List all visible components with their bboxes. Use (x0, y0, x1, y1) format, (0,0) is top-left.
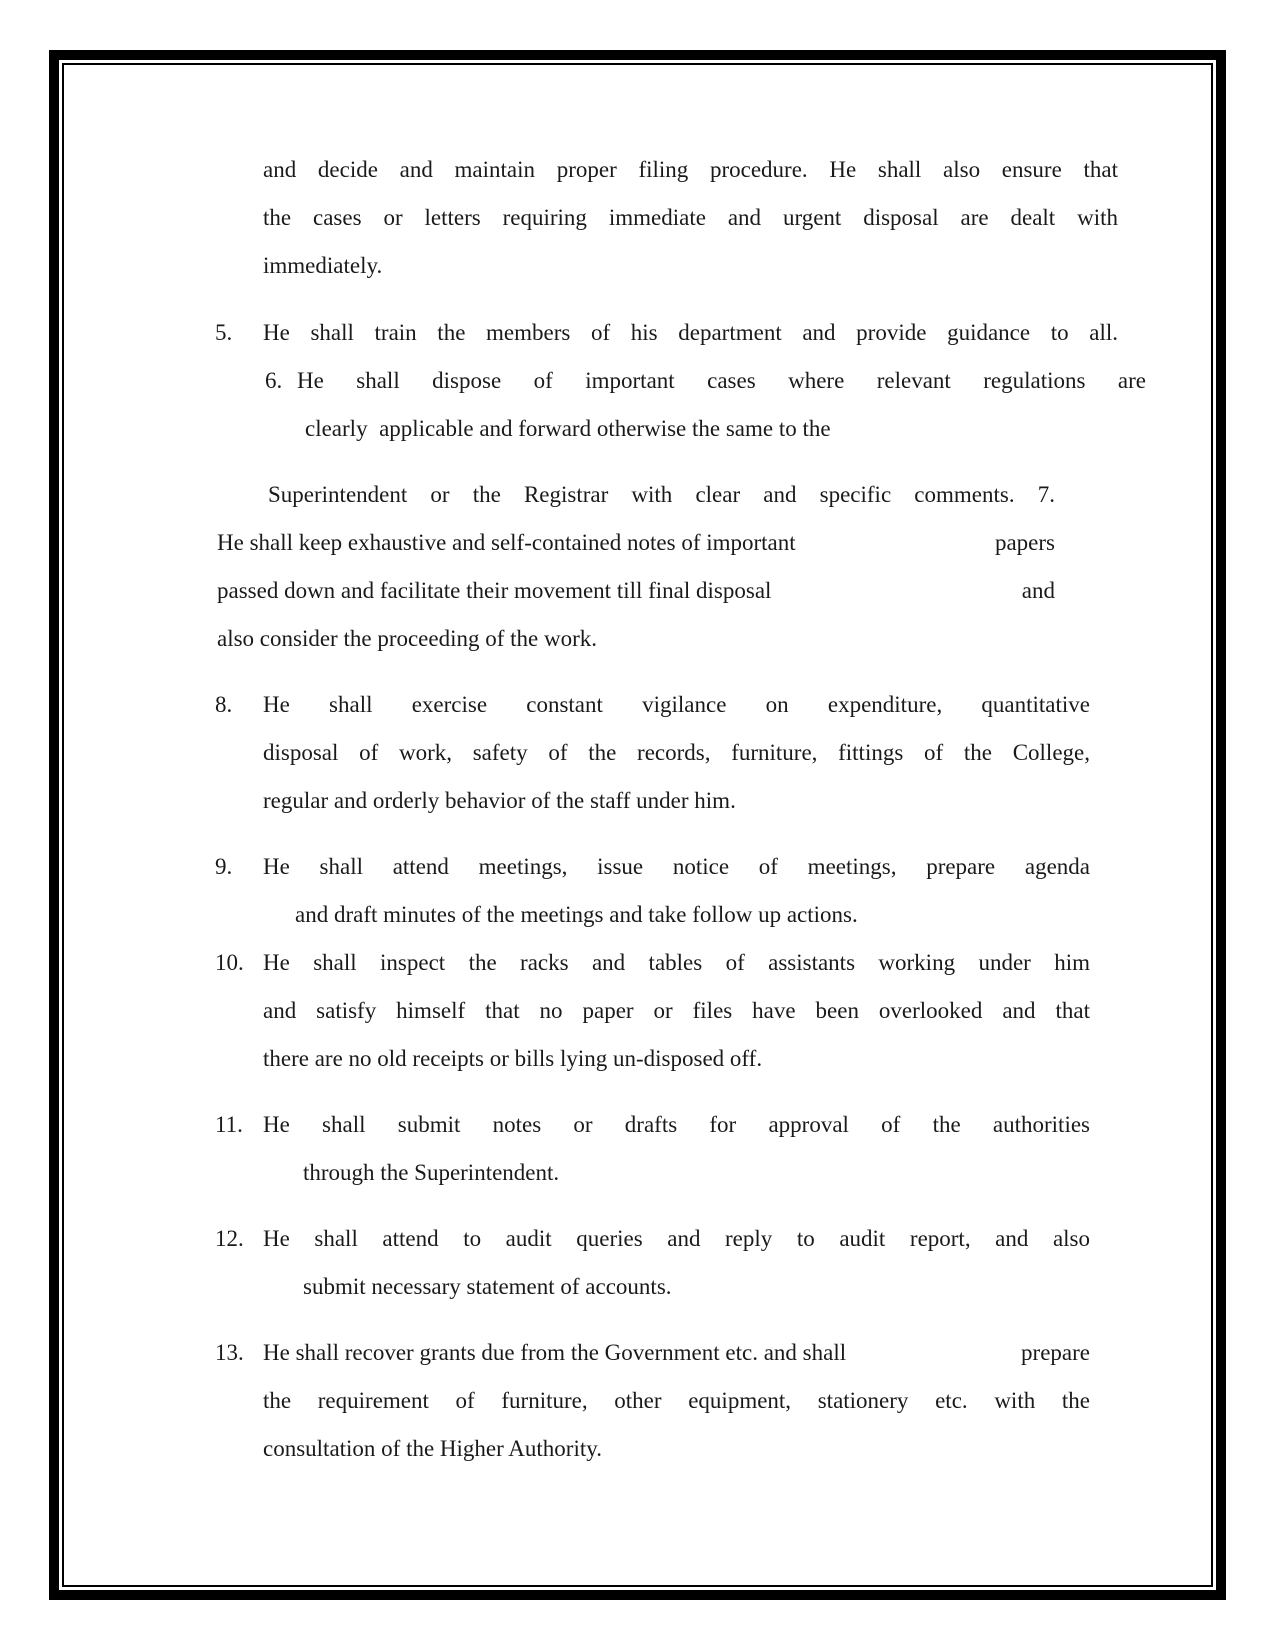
text-segment: He shall keep exhaustive and self-contained notes of important (217, 530, 796, 555)
item-number: 11. (215, 1112, 243, 1137)
list-item-11 (215, 1101, 1211, 1197)
text-line: He shall attend meetings, issue notice of meetings, prepare agenda (263, 854, 1090, 879)
text-line: He shall train the members of his department and provide guidance to all. (263, 320, 1118, 345)
text-line: consultation of the Higher Authority. (263, 1436, 602, 1461)
text-line: the requirement of furniture, other equipment, stationery etc. with the (263, 1388, 1090, 1413)
text-line (263, 1329, 1090, 1377)
list-item-5 (215, 309, 1211, 357)
text-segment: and (1021, 578, 1055, 603)
text-line: immediately. (263, 253, 383, 278)
text-line: He shall dispose of important cases where relevant regulations are (297, 368, 1146, 393)
text-line: disposal of work, safety of the records, furniture, fittings of the College, (263, 740, 1090, 765)
item-number: 13. (215, 1340, 244, 1365)
document-content (64, 65, 1211, 1473)
item-number: 8. (215, 692, 233, 717)
list-item-8 (215, 681, 1211, 825)
text-segment: prepare (1021, 1340, 1090, 1365)
text-line: regular and orderly behavior of the staff under him. (263, 788, 736, 813)
text-line: through the Superintendent. (303, 1160, 560, 1185)
text-line: He shall attend to audit queries and reply to audit report, and also (263, 1226, 1090, 1251)
paragraph-continuation (263, 146, 1118, 290)
list-item-9 (215, 843, 1211, 939)
page-border-outer (49, 50, 1226, 1600)
item-number: 6. (265, 368, 283, 393)
text-line (217, 567, 1055, 615)
text-segment: He shall recover grants due from the Government etc. and shall (263, 1340, 847, 1365)
text-line: there are no old receipts or bills lying un-disposed off. (263, 1046, 763, 1071)
text-line (217, 519, 1055, 567)
list-item-13 (215, 1329, 1211, 1473)
item-number: 12. (215, 1226, 244, 1251)
item-number: 10. (215, 950, 244, 975)
text-line: the cases or letters requiring immediate and urgent disposal are dealt with (263, 205, 1118, 230)
text-line: submit necessary statement of accounts. (303, 1274, 672, 1299)
text-line: He shall submit notes or drafts for approval of the authorities (263, 1112, 1090, 1137)
text-line: also consider the proceeding of the work. (217, 626, 598, 651)
item-number: 9. (215, 854, 233, 879)
list-item-6 (265, 357, 1211, 453)
text-line: Superintendent or the Registrar with clear and specific comments. 7. (268, 482, 1055, 507)
text-line: He shall exercise constant vigilance on expenditure, quantitative (263, 692, 1090, 717)
item-number: 5. (215, 320, 233, 345)
text-line: and satisfy himself that no paper or files have been overlooked and that (263, 998, 1090, 1023)
text-segment: passed down and facilitate their movement till final disposal (217, 578, 772, 603)
text-segment: papers (994, 530, 1055, 555)
text-line: He shall inspect the racks and tables of assistants working under him (263, 950, 1090, 975)
text-line: and decide and maintain proper filing procedure. He shall also ensure that (263, 157, 1118, 182)
page-border-inner (62, 63, 1213, 1587)
list-item-10 (215, 939, 1211, 1083)
text-line: and draft minutes of the meetings and take follow up actions. (295, 902, 858, 927)
paragraph-7 (217, 471, 1055, 663)
text-line: clearly applicable and forward otherwise the same to the (305, 416, 831, 441)
list-item-12 (215, 1215, 1211, 1311)
